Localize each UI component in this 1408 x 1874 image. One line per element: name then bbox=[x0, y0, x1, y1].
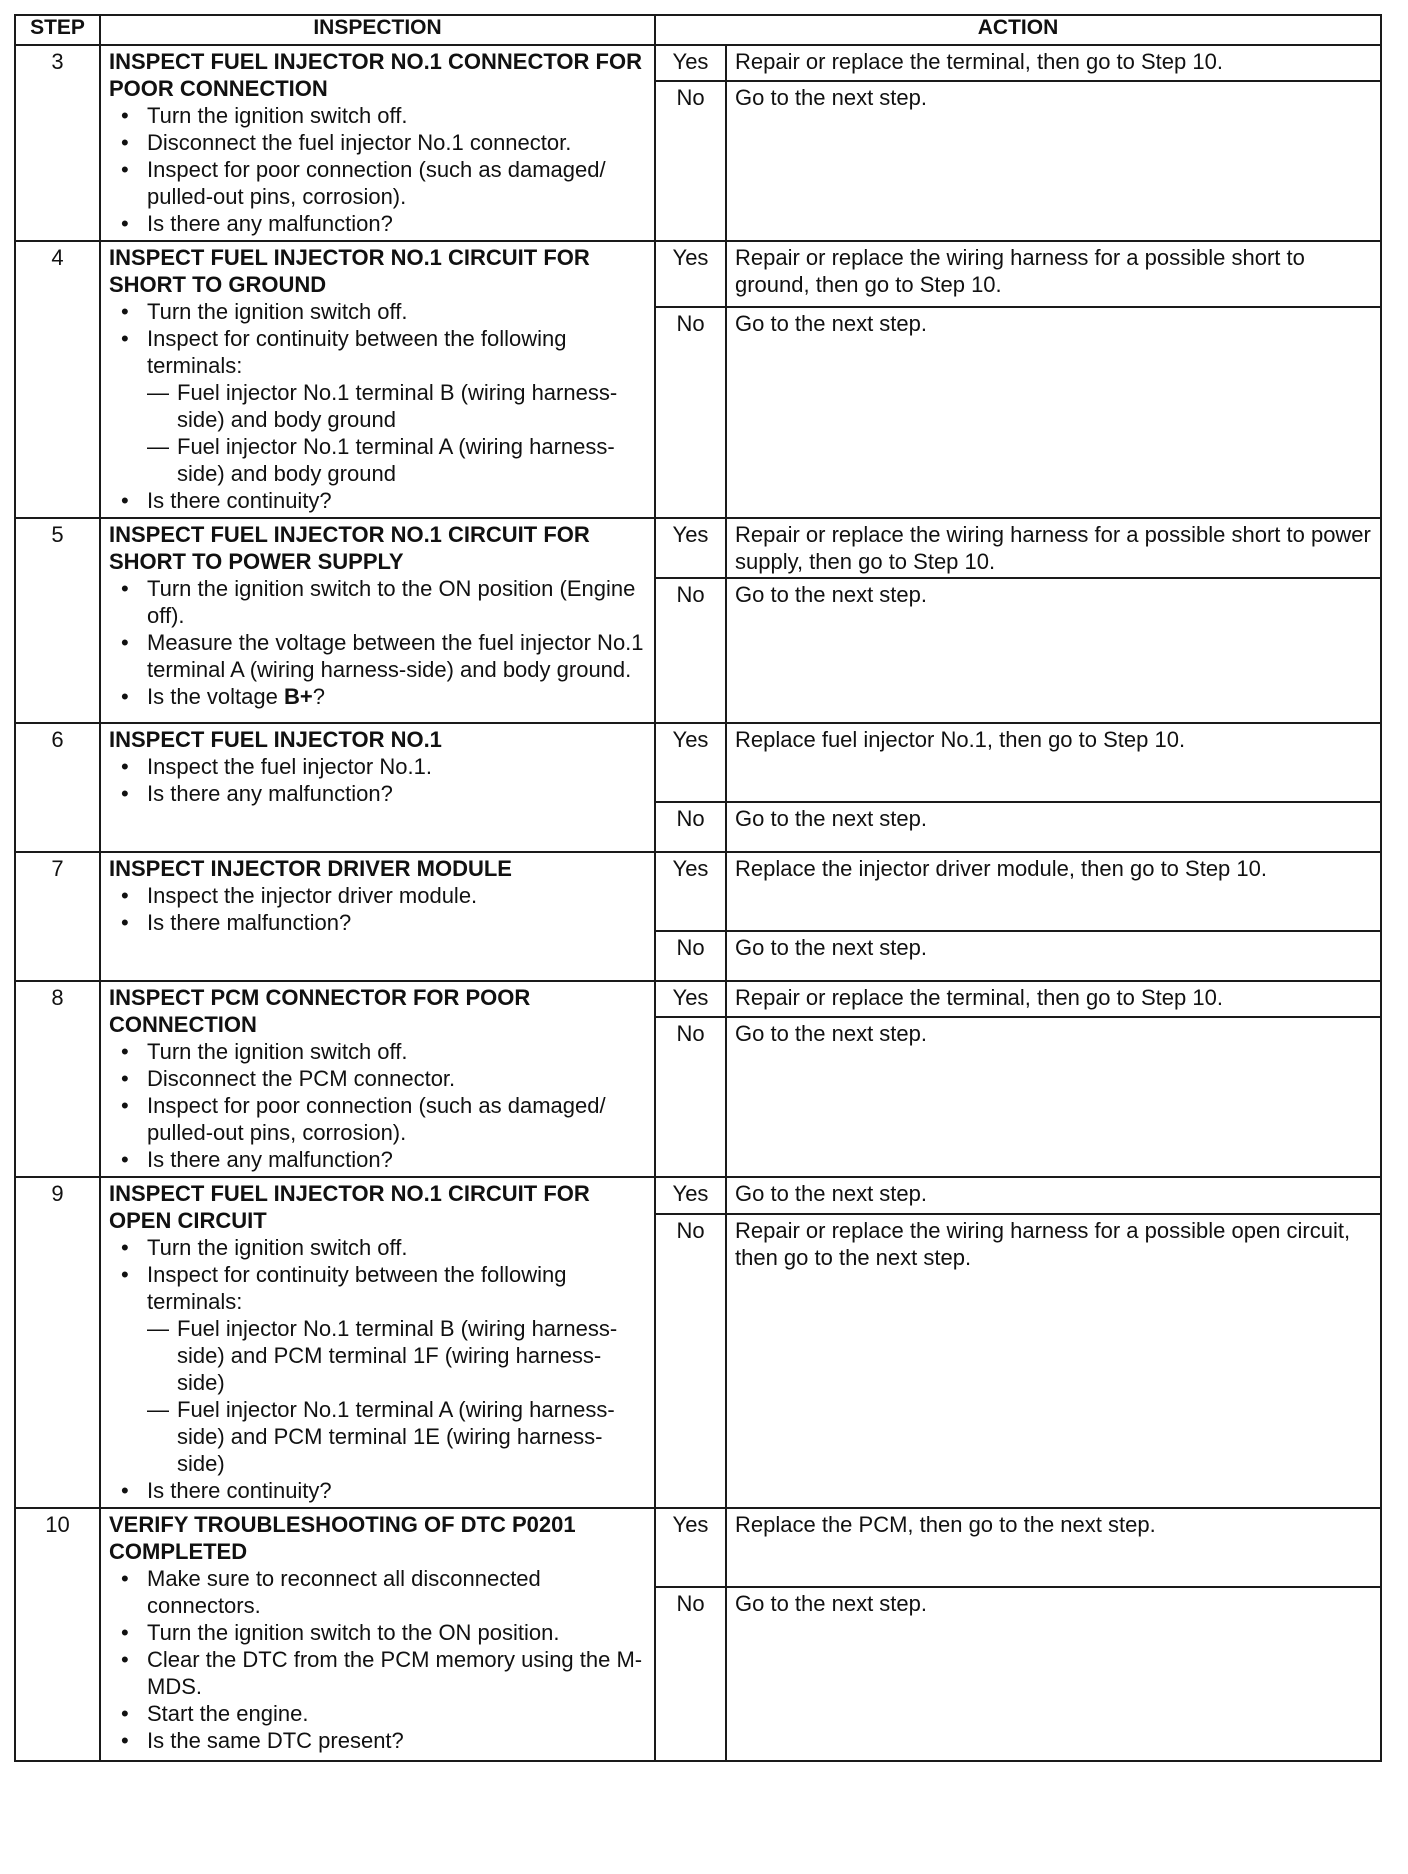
no-action: Go to the next step. bbox=[726, 931, 1381, 981]
inspection-title: INSPECT FUEL INJECTOR NO.1 bbox=[109, 727, 442, 752]
check-item bbox=[109, 575, 646, 629]
no-action: Go to the next step. bbox=[726, 1017, 1381, 1177]
inspection-checklist bbox=[109, 1038, 646, 1173]
check-text: Disconnect the PCM connector. bbox=[147, 1066, 456, 1091]
terminal-pair: — Fuel injector No.1 terminal A (wiring harness-side) and body ground bbox=[147, 433, 646, 487]
check-item bbox=[109, 1038, 646, 1065]
check-item bbox=[109, 1146, 646, 1173]
terminal-list bbox=[147, 379, 646, 487]
terminal-pair: — Fuel injector No.1 terminal B (wiring harness-side) and PCM terminal 1F (wiring harness-side) bbox=[147, 1315, 646, 1396]
inspection-title: VERIFY TROUBLESHOOTING OF DTC P0201 COMPLETED bbox=[109, 1512, 576, 1564]
yes-label: Yes bbox=[655, 45, 726, 81]
header-action: ACTION bbox=[655, 15, 1381, 45]
yes-label: Yes bbox=[655, 852, 726, 931]
check-text: Turn the ignition switch off. bbox=[147, 1039, 408, 1064]
no-action: Go to the next step. bbox=[726, 578, 1381, 723]
check-text: Turn the ignition switch to the ON position (Engine off). bbox=[147, 576, 636, 628]
step-number: 3 bbox=[15, 45, 100, 241]
yes-label: Yes bbox=[655, 518, 726, 578]
table-row bbox=[15, 241, 1381, 307]
yes-label: Yes bbox=[655, 241, 726, 307]
inspection-cell bbox=[100, 45, 655, 241]
no-action: Go to the next step. bbox=[726, 802, 1381, 852]
inspection-cell bbox=[100, 1177, 655, 1508]
check-text: Measure the voltage between the fuel injector No.1 terminal A (wiring harness-side) and body ground. bbox=[147, 630, 644, 682]
terminal-pair: — Fuel injector No.1 terminal B (wiring harness-side) and body ground bbox=[147, 379, 646, 433]
header-inspection: INSPECTION bbox=[100, 15, 655, 45]
inspection-title: INSPECT FUEL INJECTOR NO.1 CIRCUIT FOR SHORT TO GROUND bbox=[109, 245, 590, 297]
check-text: Disconnect the fuel injector No.1 connector. bbox=[147, 130, 572, 155]
inspection-cell bbox=[100, 1508, 655, 1761]
yes-action: Replace fuel injector No.1, then go to Step 10. bbox=[726, 723, 1381, 802]
check-text: Is there continuity? bbox=[147, 1478, 332, 1503]
no-label: No bbox=[655, 1214, 726, 1508]
inspection-cell bbox=[100, 852, 655, 981]
no-action: Go to the next step. bbox=[726, 307, 1381, 518]
check-item bbox=[109, 1565, 646, 1619]
check-item bbox=[109, 1261, 646, 1477]
check-text: Is the same DTC present? bbox=[147, 1728, 404, 1753]
table-row bbox=[15, 1177, 1381, 1214]
no-label: No bbox=[655, 307, 726, 518]
check-text: Is there any malfunction? bbox=[147, 781, 393, 806]
inspection-checklist bbox=[109, 575, 646, 710]
check-item bbox=[109, 129, 646, 156]
no-label: No bbox=[655, 81, 726, 241]
inspection-cell bbox=[100, 723, 655, 852]
check-text: Start the engine. bbox=[147, 1701, 309, 1726]
check-text: Inspect the injector driver module. bbox=[147, 883, 478, 908]
table-row bbox=[15, 518, 1381, 578]
check-item bbox=[109, 1477, 646, 1504]
check-text: Is there any malfunction? bbox=[147, 211, 393, 236]
check-text: Is there any malfunction? bbox=[147, 1147, 393, 1172]
check-text: Clear the DTC from the PCM memory using the M-MDS. bbox=[147, 1647, 643, 1699]
header-step: STEP bbox=[15, 15, 100, 45]
check-item bbox=[109, 683, 646, 710]
table-row bbox=[15, 852, 1381, 931]
step-number: 10 bbox=[15, 1508, 100, 1761]
inspection-title: INSPECT INJECTOR DRIVER MODULE bbox=[109, 856, 512, 881]
terminal-pair: — Fuel injector No.1 terminal A (wiring harness-side) and PCM terminal 1E (wiring harness-side) bbox=[147, 1396, 646, 1477]
check-item bbox=[109, 1700, 646, 1727]
step-number: 8 bbox=[15, 981, 100, 1177]
check-item bbox=[109, 753, 646, 780]
check-item bbox=[109, 1646, 646, 1700]
inspection-checklist bbox=[109, 298, 646, 514]
table-row bbox=[15, 1508, 1381, 1587]
yes-action: Replace the PCM, then go to the next step. bbox=[726, 1508, 1381, 1587]
no-action: Go to the next step. bbox=[726, 1587, 1381, 1761]
check-item bbox=[109, 780, 646, 807]
check-text: Inspect for continuity between the following terminals: bbox=[147, 326, 567, 378]
inspection-checklist bbox=[109, 753, 646, 807]
yes-action: Repair or replace the terminal, then go to Step 10. bbox=[726, 45, 1381, 81]
check-emphasis: B+ bbox=[283, 684, 313, 709]
check-item bbox=[109, 325, 646, 487]
check-tail: ? bbox=[312, 684, 325, 709]
yes-action: Repair or replace the wiring harness for a possible short to ground, then go to Step 10. bbox=[726, 241, 1381, 307]
yes-action: Repair or replace the terminal, then go to Step 10. bbox=[726, 981, 1381, 1017]
step-number: 7 bbox=[15, 852, 100, 981]
yes-action: Repair or replace the wiring harness for a possible short to power supply, then go to Step 10. bbox=[726, 518, 1381, 578]
check-item bbox=[109, 156, 646, 210]
inspection-checklist bbox=[109, 1565, 646, 1754]
no-label: No bbox=[655, 931, 726, 981]
table-body bbox=[15, 45, 1381, 1761]
no-label: No bbox=[655, 802, 726, 852]
check-item bbox=[109, 487, 646, 514]
check-text: Is there continuity? bbox=[147, 488, 332, 513]
yes-action: Replace the injector driver module, then go to Step 10. bbox=[726, 852, 1381, 931]
inspection-title: INSPECT FUEL INJECTOR NO.1 CIRCUIT FOR SHORT TO POWER SUPPLY bbox=[109, 522, 590, 574]
inspection-title: INSPECT FUEL INJECTOR NO.1 CIRCUIT FOR OPEN CIRCUIT bbox=[109, 1181, 590, 1233]
check-text: Make sure to reconnect all disconnected connectors. bbox=[147, 1566, 541, 1618]
check-item bbox=[109, 909, 646, 936]
table-row bbox=[15, 723, 1381, 802]
check-item bbox=[109, 882, 646, 909]
step-number: 6 bbox=[15, 723, 100, 852]
check-text: Is the voltage bbox=[147, 684, 284, 709]
check-item bbox=[109, 1234, 646, 1261]
inspection-title: INSPECT FUEL INJECTOR NO.1 CONNECTOR FOR POOR CONNECTION bbox=[109, 49, 642, 101]
step-number: 4 bbox=[15, 241, 100, 518]
inspection-cell bbox=[100, 241, 655, 518]
check-item bbox=[109, 1092, 646, 1146]
check-text: Turn the ignition switch off. bbox=[147, 1235, 408, 1260]
yes-label: Yes bbox=[655, 1177, 726, 1214]
check-text: Inspect for poor connection (such as damaged/ pulled-out pins, corrosion). bbox=[147, 1093, 606, 1145]
yes-action: Go to the next step. bbox=[726, 1177, 1381, 1214]
no-action: Go to the next step. bbox=[726, 81, 1381, 241]
no-label: No bbox=[655, 1017, 726, 1177]
inspection-title: INSPECT PCM CONNECTOR FOR POOR CONNECTION bbox=[109, 985, 531, 1037]
check-text: Turn the ignition switch to the ON position. bbox=[147, 1620, 560, 1645]
yes-label: Yes bbox=[655, 1508, 726, 1587]
no-action: Repair or replace the wiring harness for a possible open circuit, then go to the next step. bbox=[726, 1214, 1381, 1508]
table-row bbox=[15, 981, 1381, 1017]
check-item bbox=[109, 102, 646, 129]
inspection-checklist bbox=[109, 1234, 646, 1504]
diagnostic-table bbox=[14, 14, 1382, 1762]
yes-label: Yes bbox=[655, 981, 726, 1017]
yes-label: Yes bbox=[655, 723, 726, 802]
table-row bbox=[15, 45, 1381, 81]
check-text: Inspect the fuel injector No.1. bbox=[147, 754, 432, 779]
check-text: Inspect for poor connection (such as damaged/ pulled-out pins, corrosion). bbox=[147, 157, 606, 209]
step-number: 9 bbox=[15, 1177, 100, 1508]
check-item bbox=[109, 1619, 646, 1646]
check-text: Inspect for continuity between the following terminals: bbox=[147, 1262, 567, 1314]
check-text: Turn the ignition switch off. bbox=[147, 299, 408, 324]
no-label: No bbox=[655, 578, 726, 723]
terminal-list bbox=[147, 1315, 646, 1477]
inspection-checklist bbox=[109, 102, 646, 237]
inspection-cell bbox=[100, 981, 655, 1177]
troubleshooting-sheet bbox=[14, 14, 1380, 1860]
header-row bbox=[15, 15, 1381, 45]
check-text: Is there malfunction? bbox=[147, 910, 352, 935]
inspection-cell bbox=[100, 518, 655, 723]
check-item bbox=[109, 298, 646, 325]
check-item bbox=[109, 629, 646, 683]
check-item bbox=[109, 1727, 646, 1754]
inspection-checklist bbox=[109, 882, 646, 936]
check-item bbox=[109, 1065, 646, 1092]
step-number: 5 bbox=[15, 518, 100, 723]
check-item bbox=[109, 210, 646, 237]
check-text: Turn the ignition switch off. bbox=[147, 103, 408, 128]
no-label: No bbox=[655, 1587, 726, 1761]
